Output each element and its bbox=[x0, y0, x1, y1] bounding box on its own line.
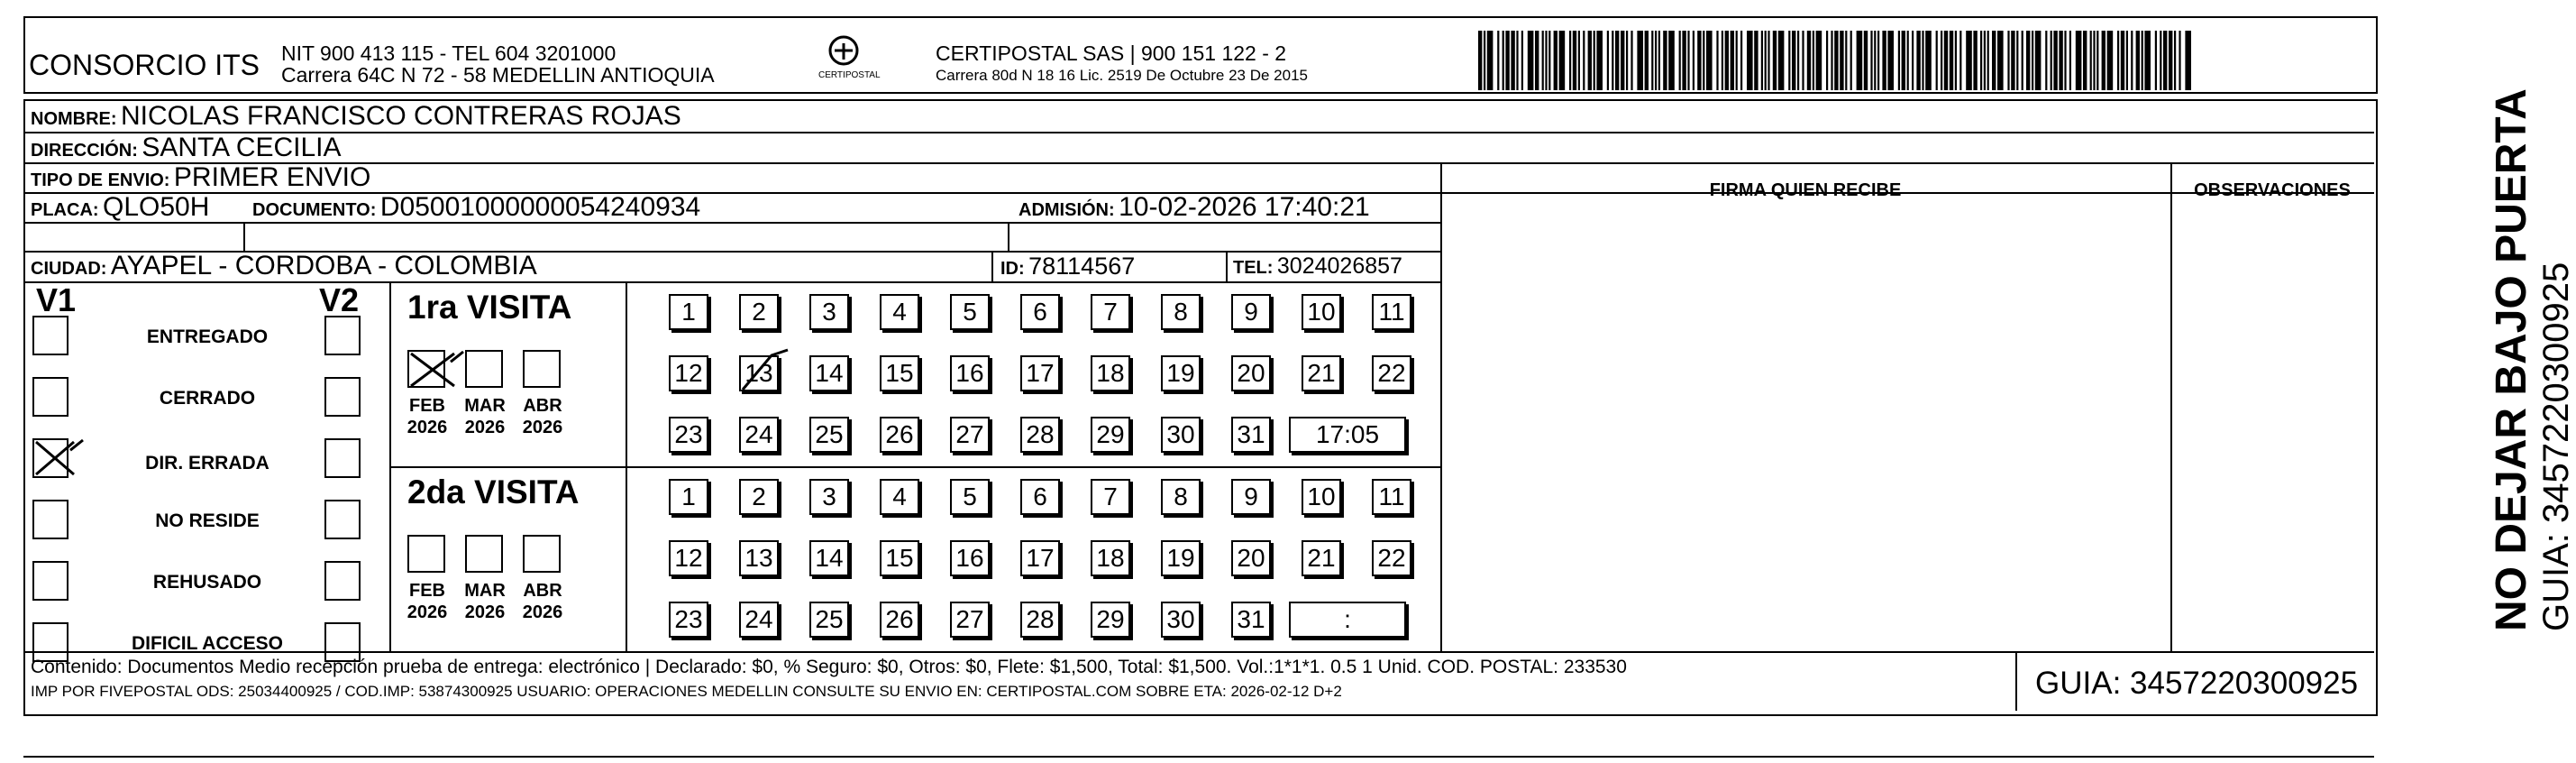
month-name: ABR bbox=[523, 581, 562, 601]
visit-0-day-16[interactable]: 16 bbox=[950, 355, 990, 391]
visit-1-month-box-1[interactable] bbox=[465, 535, 503, 573]
visit-0-day-4[interactable]: 4 bbox=[880, 294, 919, 330]
visit-1-day-13[interactable]: 13 bbox=[739, 540, 779, 576]
visit-0-day-7[interactable]: 7 bbox=[1091, 294, 1130, 330]
visit-1-day-4[interactable]: 4 bbox=[880, 479, 919, 515]
visit-0-day-13[interactable]: 13 bbox=[739, 355, 779, 391]
visit-0-day-18[interactable]: 18 bbox=[1091, 355, 1130, 391]
visit-1-day-29[interactable]: 29 bbox=[1091, 602, 1130, 638]
visit-1-day-27[interactable]: 27 bbox=[950, 602, 990, 638]
visit-title-0: 1ra VISITA bbox=[407, 289, 572, 326]
status-v2-checkbox-1[interactable] bbox=[324, 377, 361, 417]
visit-0-day-24[interactable]: 24 bbox=[739, 417, 779, 453]
visit-1-day-1[interactable]: 1 bbox=[669, 479, 708, 515]
status-label-0: ENTREGADO bbox=[146, 326, 269, 347]
status-label-3: NO RESIDE bbox=[155, 510, 260, 531]
month-name: FEB bbox=[409, 581, 445, 601]
month-name: FEB bbox=[409, 396, 445, 416]
visit-title-1: 2da VISITA bbox=[407, 473, 580, 510]
visit-0-month-label-2 bbox=[516, 395, 570, 438]
sender-name: CONSORCIO ITS bbox=[29, 49, 260, 81]
status-v1-checkbox-4[interactable] bbox=[32, 561, 69, 601]
month-year: 2026 bbox=[406, 418, 448, 437]
visit-0-day-19[interactable]: 19 bbox=[1161, 355, 1201, 391]
documento-value: D05001000000054240934 bbox=[379, 192, 701, 222]
visit-1-day-9[interactable]: 9 bbox=[1231, 479, 1271, 515]
admision-value: 10-02-2026 17:40:21 bbox=[1119, 192, 1370, 222]
visit-1-day-8[interactable]: 8 bbox=[1161, 479, 1201, 515]
visit-1-day-2[interactable]: 2 bbox=[739, 479, 779, 515]
month-year: 2026 bbox=[522, 418, 563, 437]
visit-1-day-7[interactable]: 7 bbox=[1091, 479, 1130, 515]
visit-1-day-24[interactable]: 24 bbox=[739, 602, 779, 638]
visit-1-day-12[interactable]: 12 bbox=[669, 540, 708, 576]
month-name: ABR bbox=[523, 396, 562, 416]
admision-label: ADMISIÓN: bbox=[1019, 200, 1115, 220]
visit-0-month-label-0 bbox=[400, 395, 454, 438]
side-guia: GUIA: 3457220300925 bbox=[2536, 262, 2576, 631]
visit-0-day-26[interactable]: 26 bbox=[880, 417, 919, 453]
visit-1-day-16[interactable]: 16 bbox=[950, 540, 990, 576]
carrier-line: CERTIPOSTAL SAS | 900 151 122 - 2 bbox=[936, 41, 1287, 65]
visit-1-day-25[interactable]: 25 bbox=[809, 602, 849, 638]
observaciones-header: OBSERVACIONES bbox=[2194, 180, 2351, 200]
id-value: 78114567 bbox=[1028, 253, 1136, 280]
status-v2-checkbox-5[interactable] bbox=[324, 622, 361, 662]
visit-1-day-18[interactable]: 18 bbox=[1091, 540, 1130, 576]
certipostal-logo bbox=[817, 32, 881, 87]
recipient-address: SANTA CECILIA bbox=[142, 133, 342, 162]
visit-1-day-28[interactable]: 28 bbox=[1020, 602, 1060, 638]
visit-0-day-22[interactable]: 22 bbox=[1372, 355, 1411, 391]
visit-0-month-label-1 bbox=[458, 395, 512, 438]
visit-1-day-30[interactable]: 30 bbox=[1161, 602, 1201, 638]
footer-print-info: IMP POR FIVEPOSTAL ODS: 25034400925 / COD.IMP: 53874300925 USUARIO: OPERACIONES MEDELLIN CONSULTE SU ENVIO EN: CERTIPOSTAL.COM SOBRE ETA: 2026-02-12 D+2 bbox=[31, 683, 1342, 700]
id-label: ID: bbox=[1000, 259, 1025, 279]
month-year: 2026 bbox=[522, 602, 563, 622]
visit-0-day-3[interactable]: 3 bbox=[809, 294, 849, 330]
visit-0-day-31[interactable]: 31 bbox=[1231, 417, 1271, 453]
observaciones-area[interactable] bbox=[2172, 222, 2372, 649]
status-label-4: REHUSADO bbox=[152, 572, 262, 593]
visit-0-day-25[interactable]: 25 bbox=[809, 417, 849, 453]
visit-0-day-29[interactable]: 29 bbox=[1091, 417, 1130, 453]
status-v2-checkbox-2[interactable] bbox=[324, 438, 361, 478]
tel-label: TEL: bbox=[1233, 258, 1274, 278]
visit-0-month-box-2[interactable] bbox=[523, 350, 561, 388]
visit-1-day-23[interactable]: 23 bbox=[669, 602, 708, 638]
placa-label: PLACA: bbox=[31, 200, 99, 220]
barcode bbox=[1478, 31, 2190, 90]
visit-1-day-10[interactable]: 10 bbox=[1302, 479, 1341, 515]
firma-header: FIRMA QUIEN RECIBE bbox=[1709, 180, 1902, 200]
placa-value: QLO50H bbox=[103, 192, 210, 222]
visit-0-day-8[interactable]: 8 bbox=[1161, 294, 1201, 330]
visit-1-day-5[interactable]: 5 bbox=[950, 479, 990, 515]
visit-1-day-22[interactable]: 22 bbox=[1372, 540, 1411, 576]
status-v2-checkbox-0[interactable] bbox=[324, 316, 361, 355]
visit-0-day-23[interactable]: 23 bbox=[669, 417, 708, 453]
visit-0-day-30[interactable]: 30 bbox=[1161, 417, 1201, 453]
footer-contents: Contenido: Documentos Medio recepción prueba de entrega: electrónico | Declarado: $0, % Seguro: $0, Otros: $0, Flete: $1,500, Total: $1,500. Vol.:1*1*1. 0.5 1 Unid. COD. POSTAL: 233530 bbox=[31, 657, 1627, 677]
visit-1-day-26[interactable]: 26 bbox=[880, 602, 919, 638]
status-v1-checkbox-5[interactable] bbox=[32, 622, 69, 662]
ciudad-label: CIUDAD: bbox=[31, 259, 107, 279]
visit-1-day-31[interactable]: 31 bbox=[1231, 602, 1271, 638]
visit-0-month-box-0[interactable] bbox=[407, 350, 445, 388]
visit-0-day-12[interactable]: 12 bbox=[669, 355, 708, 391]
guia-number: GUIA: 3457220300925 bbox=[2035, 666, 2359, 701]
documento-label: DOCUMENTO: bbox=[252, 200, 377, 220]
visit-1-day-3[interactable]: 3 bbox=[809, 479, 849, 515]
visit-0-day-9[interactable]: 9 bbox=[1231, 294, 1271, 330]
visit-1-month-box-0[interactable] bbox=[407, 535, 445, 573]
visit-0-day-17[interactable]: 17 bbox=[1020, 355, 1060, 391]
visit-0-day-28[interactable]: 28 bbox=[1020, 417, 1060, 453]
tipo-envio-label: TIPO DE ENVIO: bbox=[31, 170, 170, 190]
visit-1-day-6[interactable]: 6 bbox=[1020, 479, 1060, 515]
tipo-envio-value: PRIMER ENVIO bbox=[173, 162, 371, 192]
visit-1-month-box-2[interactable] bbox=[523, 535, 561, 573]
sender-address: Carrera 64C N 72 - 58 MEDELLIN ANTIOQUIA bbox=[281, 63, 715, 87]
month-name: MAR bbox=[464, 581, 506, 601]
month-year: 2026 bbox=[464, 602, 506, 622]
visit-0-day-10[interactable]: 10 bbox=[1302, 294, 1341, 330]
bottom-cut-line bbox=[23, 756, 2374, 758]
visit-1-month-label-2 bbox=[516, 580, 570, 623]
visit-1-day-17[interactable]: 17 bbox=[1020, 540, 1060, 576]
firma-area[interactable] bbox=[1442, 222, 2169, 649]
visit-0-month-box-1[interactable] bbox=[465, 350, 503, 388]
v1-header: V1 bbox=[36, 281, 77, 318]
visit-0-day-6[interactable]: 6 bbox=[1020, 294, 1060, 330]
no-dejar-bajo-puerta: NO DEJAR BAJO PUERTA bbox=[2488, 88, 2535, 631]
status-v1-checkbox-3[interactable] bbox=[32, 500, 69, 539]
direccion-label: DIRECCIÓN: bbox=[31, 141, 138, 161]
month-name: MAR bbox=[464, 396, 506, 416]
tel-value: 3024026857 bbox=[1276, 253, 1402, 279]
visit-0-day-11[interactable]: 11 bbox=[1372, 294, 1411, 330]
visit-0-day-20[interactable]: 20 bbox=[1231, 355, 1271, 391]
status-v1-checkbox-1[interactable] bbox=[32, 377, 69, 417]
visit-0-day-15[interactable]: 15 bbox=[880, 355, 919, 391]
visit-0-day-2[interactable]: 2 bbox=[739, 294, 779, 330]
visit-0-day-1[interactable]: 1 bbox=[669, 294, 708, 330]
visit-0-day-21[interactable]: 21 bbox=[1302, 355, 1341, 391]
status-v1-checkbox-2[interactable] bbox=[32, 438, 69, 478]
month-year: 2026 bbox=[406, 602, 448, 622]
visit-0-time-box[interactable]: 17:05 bbox=[1289, 417, 1406, 453]
status-label-5: DIFICIL ACCESO bbox=[131, 633, 283, 654]
v2-header: V2 bbox=[319, 281, 360, 318]
visit-1-month-label-0 bbox=[400, 580, 454, 623]
visit-1-day-14[interactable]: 14 bbox=[809, 540, 849, 576]
visit-1-month-label-1 bbox=[458, 580, 512, 623]
status-v1-checkbox-0[interactable] bbox=[32, 316, 69, 355]
visit-1-day-20[interactable]: 20 bbox=[1231, 540, 1271, 576]
visit-1-day-19[interactable]: 19 bbox=[1161, 540, 1201, 576]
visit-1-day-15[interactable]: 15 bbox=[880, 540, 919, 576]
visit-1-day-11[interactable]: 11 bbox=[1372, 479, 1411, 515]
logo-text: CERTIPOSTAL bbox=[818, 70, 881, 80]
status-v2-checkbox-3[interactable] bbox=[324, 500, 361, 539]
visit-0-day-27[interactable]: 27 bbox=[950, 417, 990, 453]
ciudad-value: AYAPEL - CORDOBA - COLOMBIA bbox=[110, 251, 537, 280]
recipient-name: NICOLAS FRANCISCO CONTRERAS ROJAS bbox=[121, 101, 681, 131]
side-note bbox=[2488, 88, 2576, 631]
visit-1-day-21[interactable]: 21 bbox=[1302, 540, 1341, 576]
sender-nit-tel: NIT 900 413 115 - TEL 604 3201000 bbox=[281, 41, 617, 65]
status-label-2: DIR. ERRADA bbox=[145, 453, 269, 473]
visit-0-day-14[interactable]: 14 bbox=[809, 355, 849, 391]
visit-0-day-5[interactable]: 5 bbox=[950, 294, 990, 330]
nombre-label: NOMBRE: bbox=[31, 109, 117, 129]
month-year: 2026 bbox=[464, 418, 506, 437]
status-label-1: CERRADO bbox=[159, 388, 256, 409]
carrier-address: Carrera 80d N 18 16 Lic. 2519 De Octubre 23 De 2015 bbox=[936, 67, 1308, 84]
visit-1-time-box[interactable]: : bbox=[1289, 602, 1406, 638]
status-v2-checkbox-4[interactable] bbox=[324, 561, 361, 601]
